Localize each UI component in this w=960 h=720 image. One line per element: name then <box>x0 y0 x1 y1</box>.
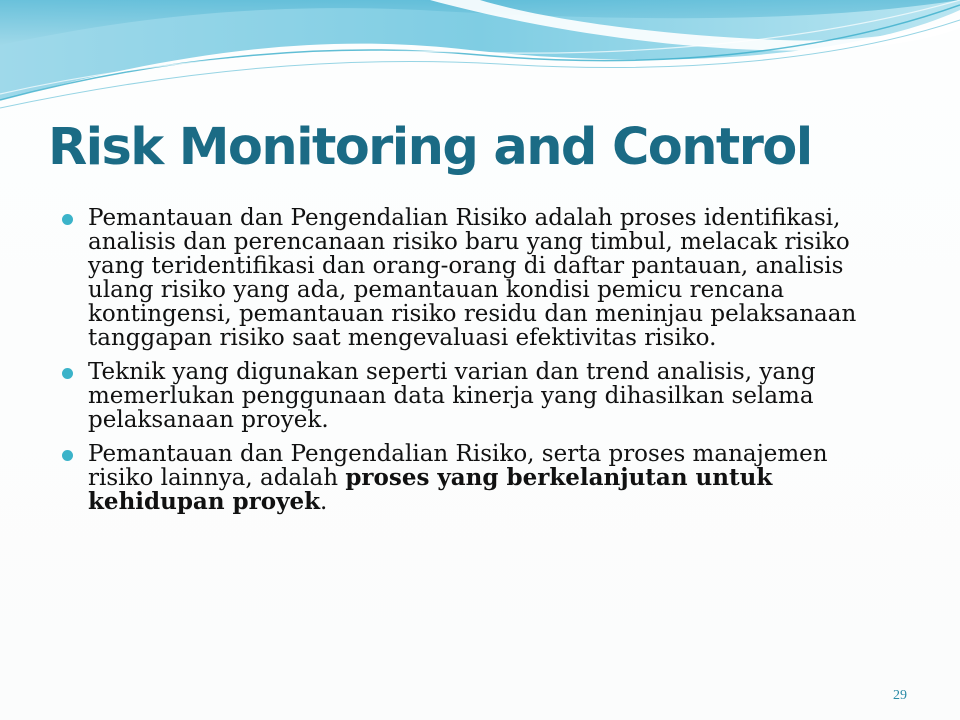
bullet-text: Pemantauan dan Pengendalian Risiko adalah proses identifikasi, analisis dan perencanaan risiko baru yang timbul, melacak risiko yang teridentifikasi dan orang-orang di daftar pantauan, analisis ulang risiko yang ada, pemantauan kondisi pemicu rencana kontingensi, pemantauan risiko residu dan meninjau pelaksanaan tanggapan risiko saat mengevaluasi efektivitas risiko. <box>88 205 857 351</box>
bullet-text-emphasis: proses yang berkelanjutan untuk kehidupan proyek <box>88 464 773 515</box>
bullet-dot-icon <box>62 450 73 461</box>
bullet-item <box>62 360 882 432</box>
bullet-dot-icon <box>62 368 73 379</box>
header-wave-decoration <box>0 0 960 130</box>
bullet-item <box>62 206 882 350</box>
bullet-text-lead: Pemantauan dan Pengendalian Risiko, serta proses manajemen risiko lainnya, adalah <box>88 441 828 491</box>
slide-title: Risk Monitoring and Control <box>48 118 812 177</box>
bullet-list <box>62 206 882 524</box>
bullet-text-end: . <box>320 489 328 515</box>
page-number: 29 <box>893 688 907 703</box>
bullet-item <box>62 442 882 514</box>
bullet-dot-icon <box>62 214 73 225</box>
bullet-text: Teknik yang digunakan seperti varian dan trend analisis, yang memerlukan penggunaan data kinerja yang dihasilkan selama pelaksanaan proyek. <box>88 359 816 433</box>
bullet-text <box>88 441 828 515</box>
